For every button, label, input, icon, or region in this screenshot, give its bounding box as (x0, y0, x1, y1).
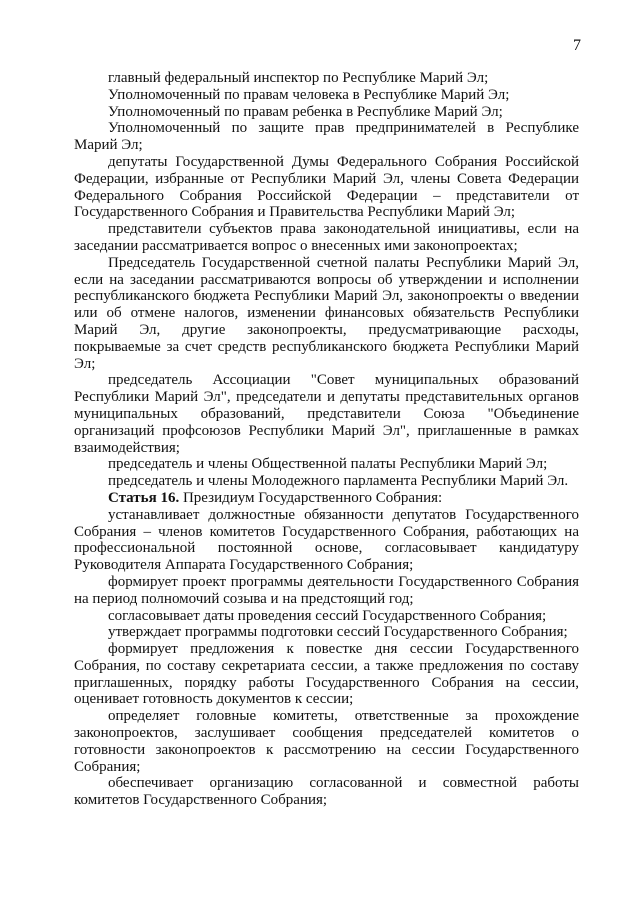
article-paragraph: формирует проект программы деятельности Государственного Собрания на период полномочий созыва и на предстоящий год; (74, 573, 579, 607)
paragraph: Председатель Государственной счетной палаты Республики Марий Эл, если на заседании рассматриваются вопросы об утверждении и исполнении республиканского бюджета Республики Марий Эл, законопроекты о введении или об отмене налогов, изменении финансовых обязательств Республики Марий Эл, другие законопроекты, предусматривающие расходы, покрываемые за счет средств республиканского бюджета Республики Марий Эл; (74, 254, 579, 372)
article-heading-line (74, 490, 579, 507)
page-number: 7 (573, 37, 581, 54)
article-title: Президиум Государственного Собрания: (179, 489, 443, 506)
paragraph: депутаты Государственной Думы Федерального Собрания Российской Федерации, избранные от Республики Марий Эл, члены Совета Федерации Федерального Собрания Российской Федерации – представители от Государственного Собрания и Правительства Республики Марий Эл; (74, 153, 579, 221)
document-body (74, 70, 579, 809)
paragraph: представители субъектов права законодательной инициативы, если на заседании рассматривается вопрос о внесенных ими законопроектах; (74, 221, 579, 254)
paragraph: председатель и члены Общественной палаты Республики Марий Эл; (108, 456, 548, 473)
article-heading: Статья 16. (108, 489, 180, 506)
article-paragraph: формирует предложения к повестке дня сессии Государственного Собрания, по составу секретариата сессии, а также предложения по составу приглашенных, порядку работы Государственного Собрания на сессии, оценивает готовность документов к сессии; (74, 641, 579, 708)
paragraph: главный федеральный инспектор по Республике Марий Эл; (108, 70, 489, 86)
article-paragraph: определяет головные комитеты, ответственные за прохождение законопроектов, заслушивает сообщения председателей комитетов о готовности законопроектов к рассмотрению на сессии Государственного Собрания; (74, 708, 579, 775)
article-paragraph: согласовывает даты проведения сессий Государственного Собрания; (108, 607, 547, 624)
paragraph: Уполномоченный по защите прав предпринимателей в Республике Марий Эл; (74, 120, 579, 154)
article-paragraph: утверждает программы подготовки сессий Государственного Собрания; (108, 624, 568, 641)
paragraph: председатель Ассоциации "Совет муниципальных образований Республики Марий Эл", председатели и депутаты представительных органов муниципальных образований, представители Союза "Объединение организаций профсоюзов Республики Марий Эл", приглашенные в рамках взаимодействия; (74, 372, 579, 456)
paragraph: Уполномоченный по правам человека в Республике Марий Эл; (108, 86, 510, 103)
paragraph: Уполномоченный по правам ребенка в Республике Марий Эл; (108, 103, 503, 120)
article-paragraph: обеспечивает организацию согласованной и совместной работы комитетов Государственного Собрания; (74, 775, 579, 809)
article-paragraph: устанавливает должностные обязанности депутатов Государственного Собрания – членов комитетов Государственного Собрания, работающих на профессиональной постоянной основе, согласовывает кандидатуру Руководителя Аппарата Государственного Собрания; (74, 506, 579, 574)
paragraph: председатель и члены Молодежного парламента Республики Марий Эл. (108, 473, 569, 490)
